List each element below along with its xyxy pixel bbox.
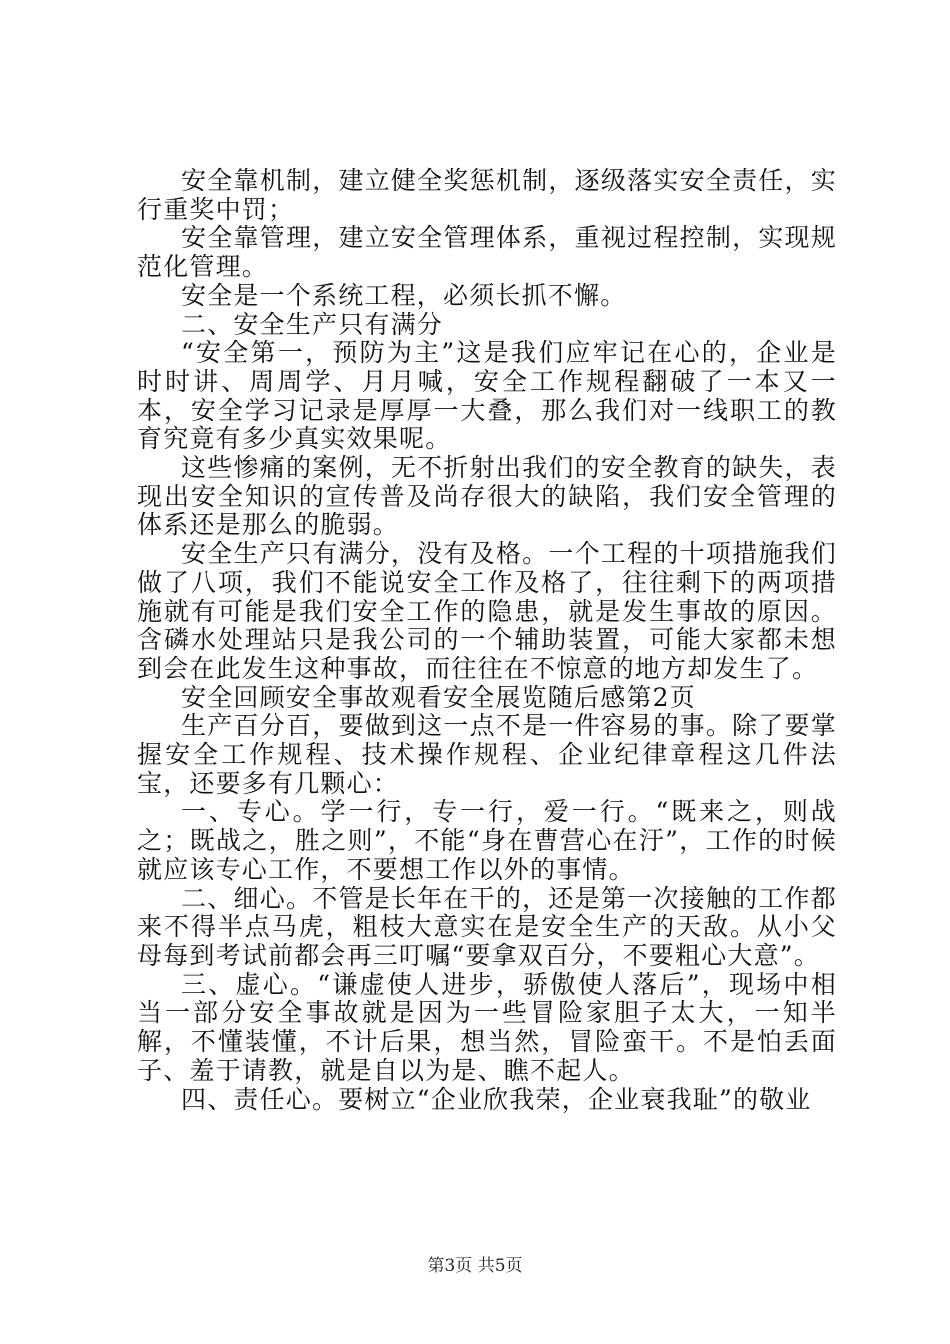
paragraph-management: 安全靠管理，建立安全管理体系，重视过程控制，实现规范化管理。 (137, 223, 837, 282)
section-heading-full-marks: 二、安全生产只有满分 (181, 309, 444, 339)
page-footer: 第3页 共5页 (427, 1256, 523, 1276)
paragraph-hundred-percent: 生产百分百，要做到这一点不是一件容易的事。除了要掌握安全工作规程、技术操作规程、企业纪律章程这几件法宝，还要多有几颗心： (137, 711, 837, 798)
paragraph-painful-cases: 这些惨痛的案例，无不折射出我们的安全教育的缺失，表现出安全知识的宣传普及尚存很大的缺陷，我们安全管理的体系还是那么的脆弱。 (137, 453, 837, 540)
paragraph-system-engineering: 安全是一个系统工程，必须长抓不懈。 (181, 280, 627, 310)
paragraph-page-marker: 安全回顾安全事故观看安全展览随后感第2页 (181, 682, 696, 712)
paragraph-safety-first: “安全第一，预防为主”这是我们应牢记在心的，企业是时时讲、周周学、月月喊，安全工作规程翻破了一本又一本，安全学习记录是厚厚一大叠，那么我们对一线职工的教育究竟有多少真实效果呢。 (137, 338, 837, 454)
paragraph-mechanism: 安全靠机制，建立健全奖惩机制，逐级落实安全责任，实行重奖中罚； (137, 166, 837, 224)
document-body (137, 167, 837, 1114)
paragraph-focus: 一、专心。学一行，专一行，爱一行。“既来之，则战之；既战之，胜之则”，不能“身在曹营心在汙”，工作的时候就应该专心工作，不要想工作以外的事情。 (137, 797, 837, 884)
paragraph-no-passing-grade: 安全生产只有满分，没有及格。一个工程的十项措施我们做了八项，我们不能说安全工作及格了，往往剩下的两项措施就有可能是我们安全工作的隐患，就是发生事故的原因。含磷水处理站只是我公司的一个辅助装置，可能大家都未想到会在此发生这种事故，而往往在不惊意的地方却发生了。 (137, 539, 837, 683)
paragraph-carefulness: 二、细心。不管是长年在干的，还是第一次接触的工作都来不得半点马虎，粗枝大意实在是安全生产的天敌。从小父母每到考试前都会再三叮嘱“要拿双百分，不要粗心大意”。 (137, 883, 837, 970)
paragraph-responsibility: 四、责任心。要树立“企业欣我荣，企业衰我耻”的敬业 (181, 1084, 812, 1114)
paragraph-modesty: 三、虚心。“谦虚使人进步，骄傲使人落后”，现场中相当一部分安全事故就是因为一些冒险家胆子太大，一知半解，不懂装懂，不计后果，想当然，冒险蛮干。不是怕丢面子、羞于请教，就是自以为是、瞧不起人。 (137, 969, 837, 1085)
